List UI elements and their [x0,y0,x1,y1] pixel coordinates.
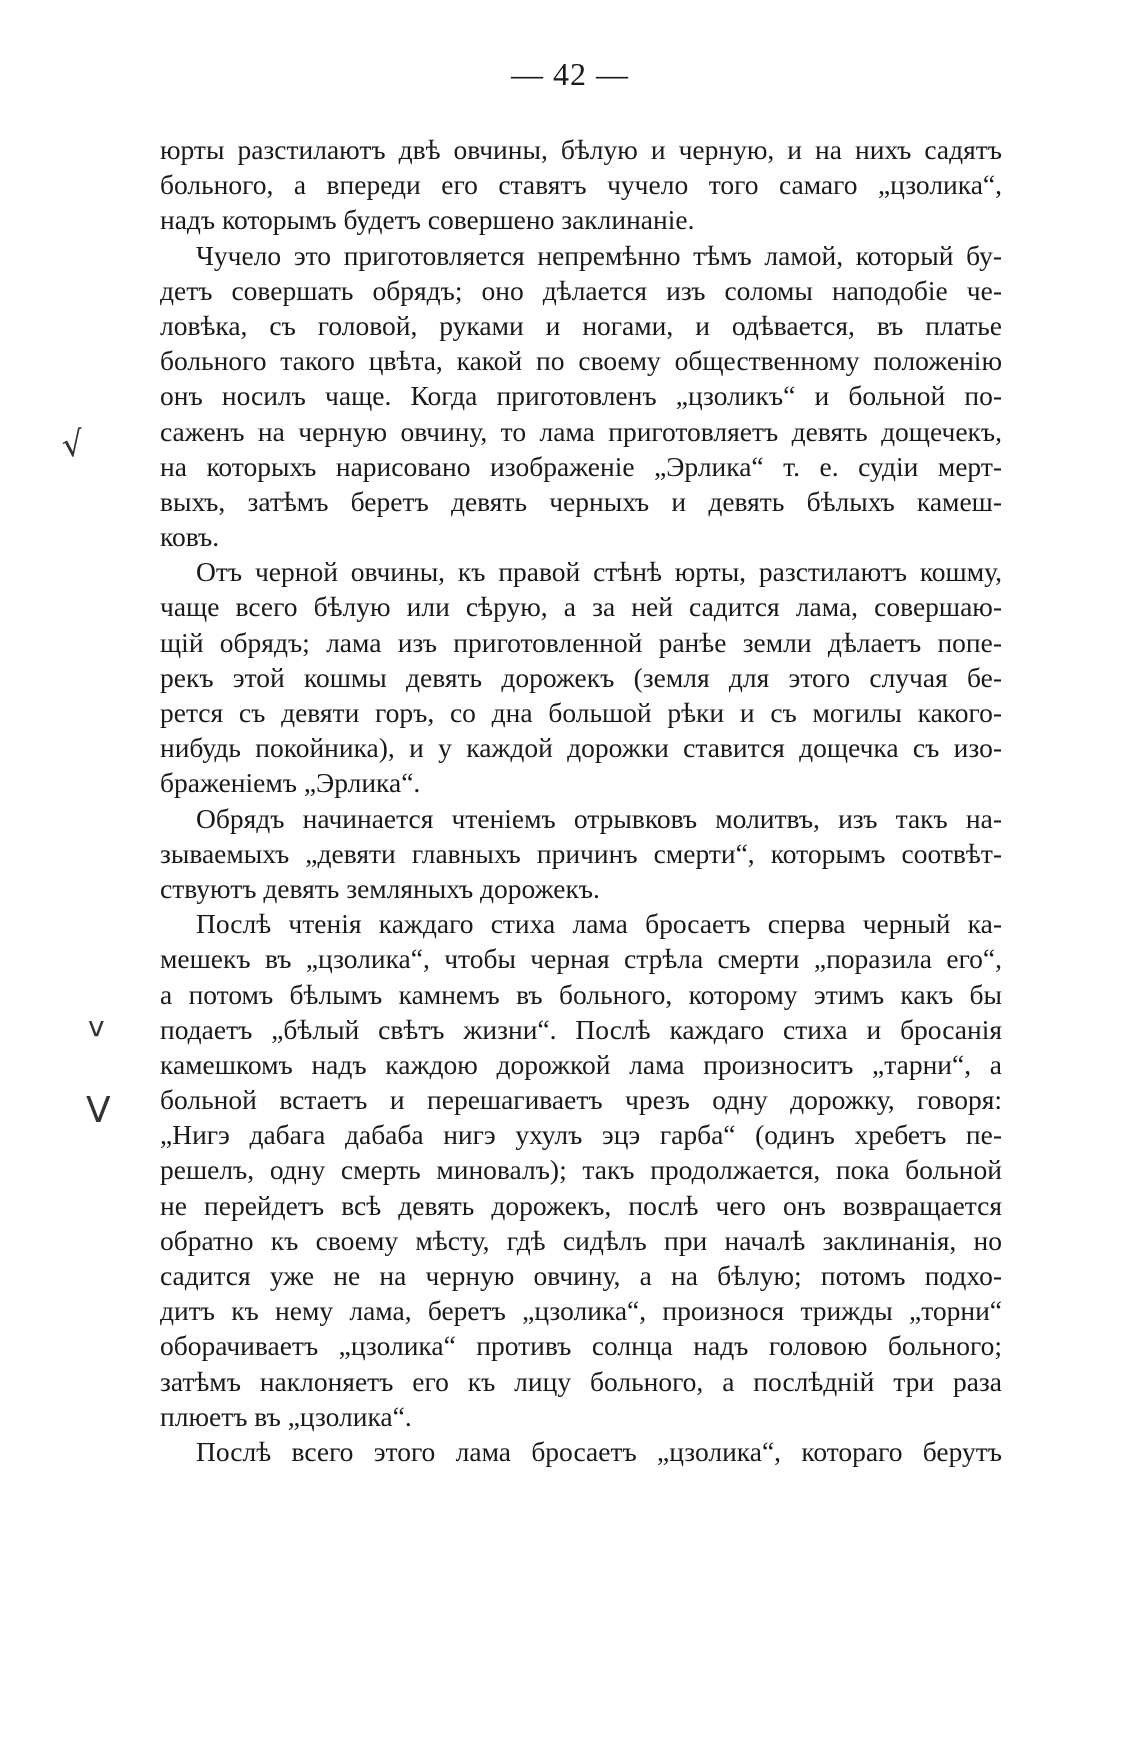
text-line: рется съ девяти горъ, со дна большой рѣки и съ могилы какого- [160,697,1002,728]
text-line: выхъ, затѣмъ беретъ девять черныхъ и девять бѣлыхъ камеш- [160,485,1002,517]
text-line: оборачиваетъ „цзолика“ противъ солнца надъ головою больного; [160,1330,1002,1362]
text-line: щій обрядъ; лама изъ приготовленной ранѣе земли дѣлаетъ попе- [160,626,1002,658]
text-line: а потомъ бѣлымъ камнемъ въ больного, которому этимъ какъ бы [160,978,1002,1010]
text-line: подаетъ „бѣлый свѣтъ жизни“. Послѣ каждаго стиха и бросанія [160,1013,1002,1045]
text-line: не перейдетъ всѣ девять дорожекъ, послѣ чего онъ возвращается [160,1189,1002,1221]
text-line: надъ которымъ будетъ совершено заклинаніе. [160,204,695,236]
text-line: ствуютъ девять земляныхъ дорожекъ. [160,872,600,904]
text-line: больного такого цвѣта, какой по своему общественному положенію [160,345,1002,377]
text-line: Обрядъ начинается чтеніемъ отрывковъ молитвъ, изъ такъ на- [196,802,1002,834]
text-line: юрты разстилаютъ двѣ овчины, бѣлую и черную, и на нихъ садятъ [160,134,1002,165]
text-line: ловѣка, съ головой, руками и ногами, и одѣвается, въ платье [160,309,1002,341]
text-line: дитъ къ нему лама, беретъ „цзолика“, произнося трижды „торни“ [160,1295,1002,1327]
checkmark-icon: v [88,1010,105,1043]
body-text [160,132,1002,1469]
text-line: Чучело это приготовляется непремѣнно тѣмъ ламой, который бу- [196,239,1002,271]
text-line: „Нигэ дабага дабаба нигэ ухулъ эцэ гарба“ (одинъ хребетъ пе- [160,1119,1002,1151]
text-line: Послѣ всего этого лама бросаетъ „цзолика“, котораго берутъ [196,1435,1002,1467]
text-line: ковъ. [160,521,220,553]
text-line: больной встаетъ и перешагиваетъ чрезъ одну дорожку, говоря: [160,1084,1002,1116]
text-line: обратно къ своему мѣсту, гдѣ сидѣлъ при началѣ заклинанія, но [160,1224,1002,1256]
text-line: больного, а впереди его ставятъ чучело того самаго „цзолика“, [160,169,1002,201]
text-line: детъ совершать обрядъ; оно дѣлается изъ соломы наподобіе че- [160,274,1002,306]
text-line: садится уже не на черную овчину, а на бѣлую; потомъ подхо- [160,1260,1002,1291]
text-line: на которыхъ нарисовано изображеніе „Эрлика“ т. е. судіи мерт- [160,450,1002,482]
checkmark-icon: V [86,1090,111,1131]
checkmark-icon: √ [59,423,87,467]
text-line: нибудь покойника), и у каждой дорожки ставится дощечка съ изо- [160,732,1002,764]
text-line: плюетъ въ „цзолика“. [160,1400,412,1432]
text-line: затѣмъ наклоняетъ его къ лицу больного, а послѣдній три раза [160,1365,1002,1397]
text-line: онъ носилъ чаще. Когда приготовленъ „цзоликъ“ и больной по- [160,380,1002,412]
text-line: чаще всего бѣлую или сѣрую, а за ней садится лама, совершаю- [160,591,1002,623]
text-line: Отъ черной овчины, къ правой стѣнѣ юрты, разстилаютъ кошму, [196,556,1002,588]
page-number: — 42 — [511,56,629,92]
text-line: Послѣ чтенія каждаго стиха лама бросаетъ сперва черный ка- [196,908,1002,940]
text-line: рекъ этой кошмы девять дорожекъ (земля для этого случая бе- [160,661,1002,693]
text-line: решелъ, одну смерть миновалъ); такъ продолжается, пока больной [160,1154,1002,1186]
text-line: браженіемъ „Эрлика“. [160,767,421,799]
text-line: зываемыхъ „девяти главныхъ причинъ смерти“, которымъ соотвѣт- [160,837,1002,869]
text-line: мешекъ въ „цзолика“, чтобы черная стрѣла смерти „поразила его“, [160,943,1002,975]
text-line: камешкомъ надъ каждою дорожкой лама произноситъ „тарни“, а [160,1048,1002,1080]
text-line: саженъ на черную овчину, то лама приготовляетъ девять дощечекъ, [160,415,1002,447]
